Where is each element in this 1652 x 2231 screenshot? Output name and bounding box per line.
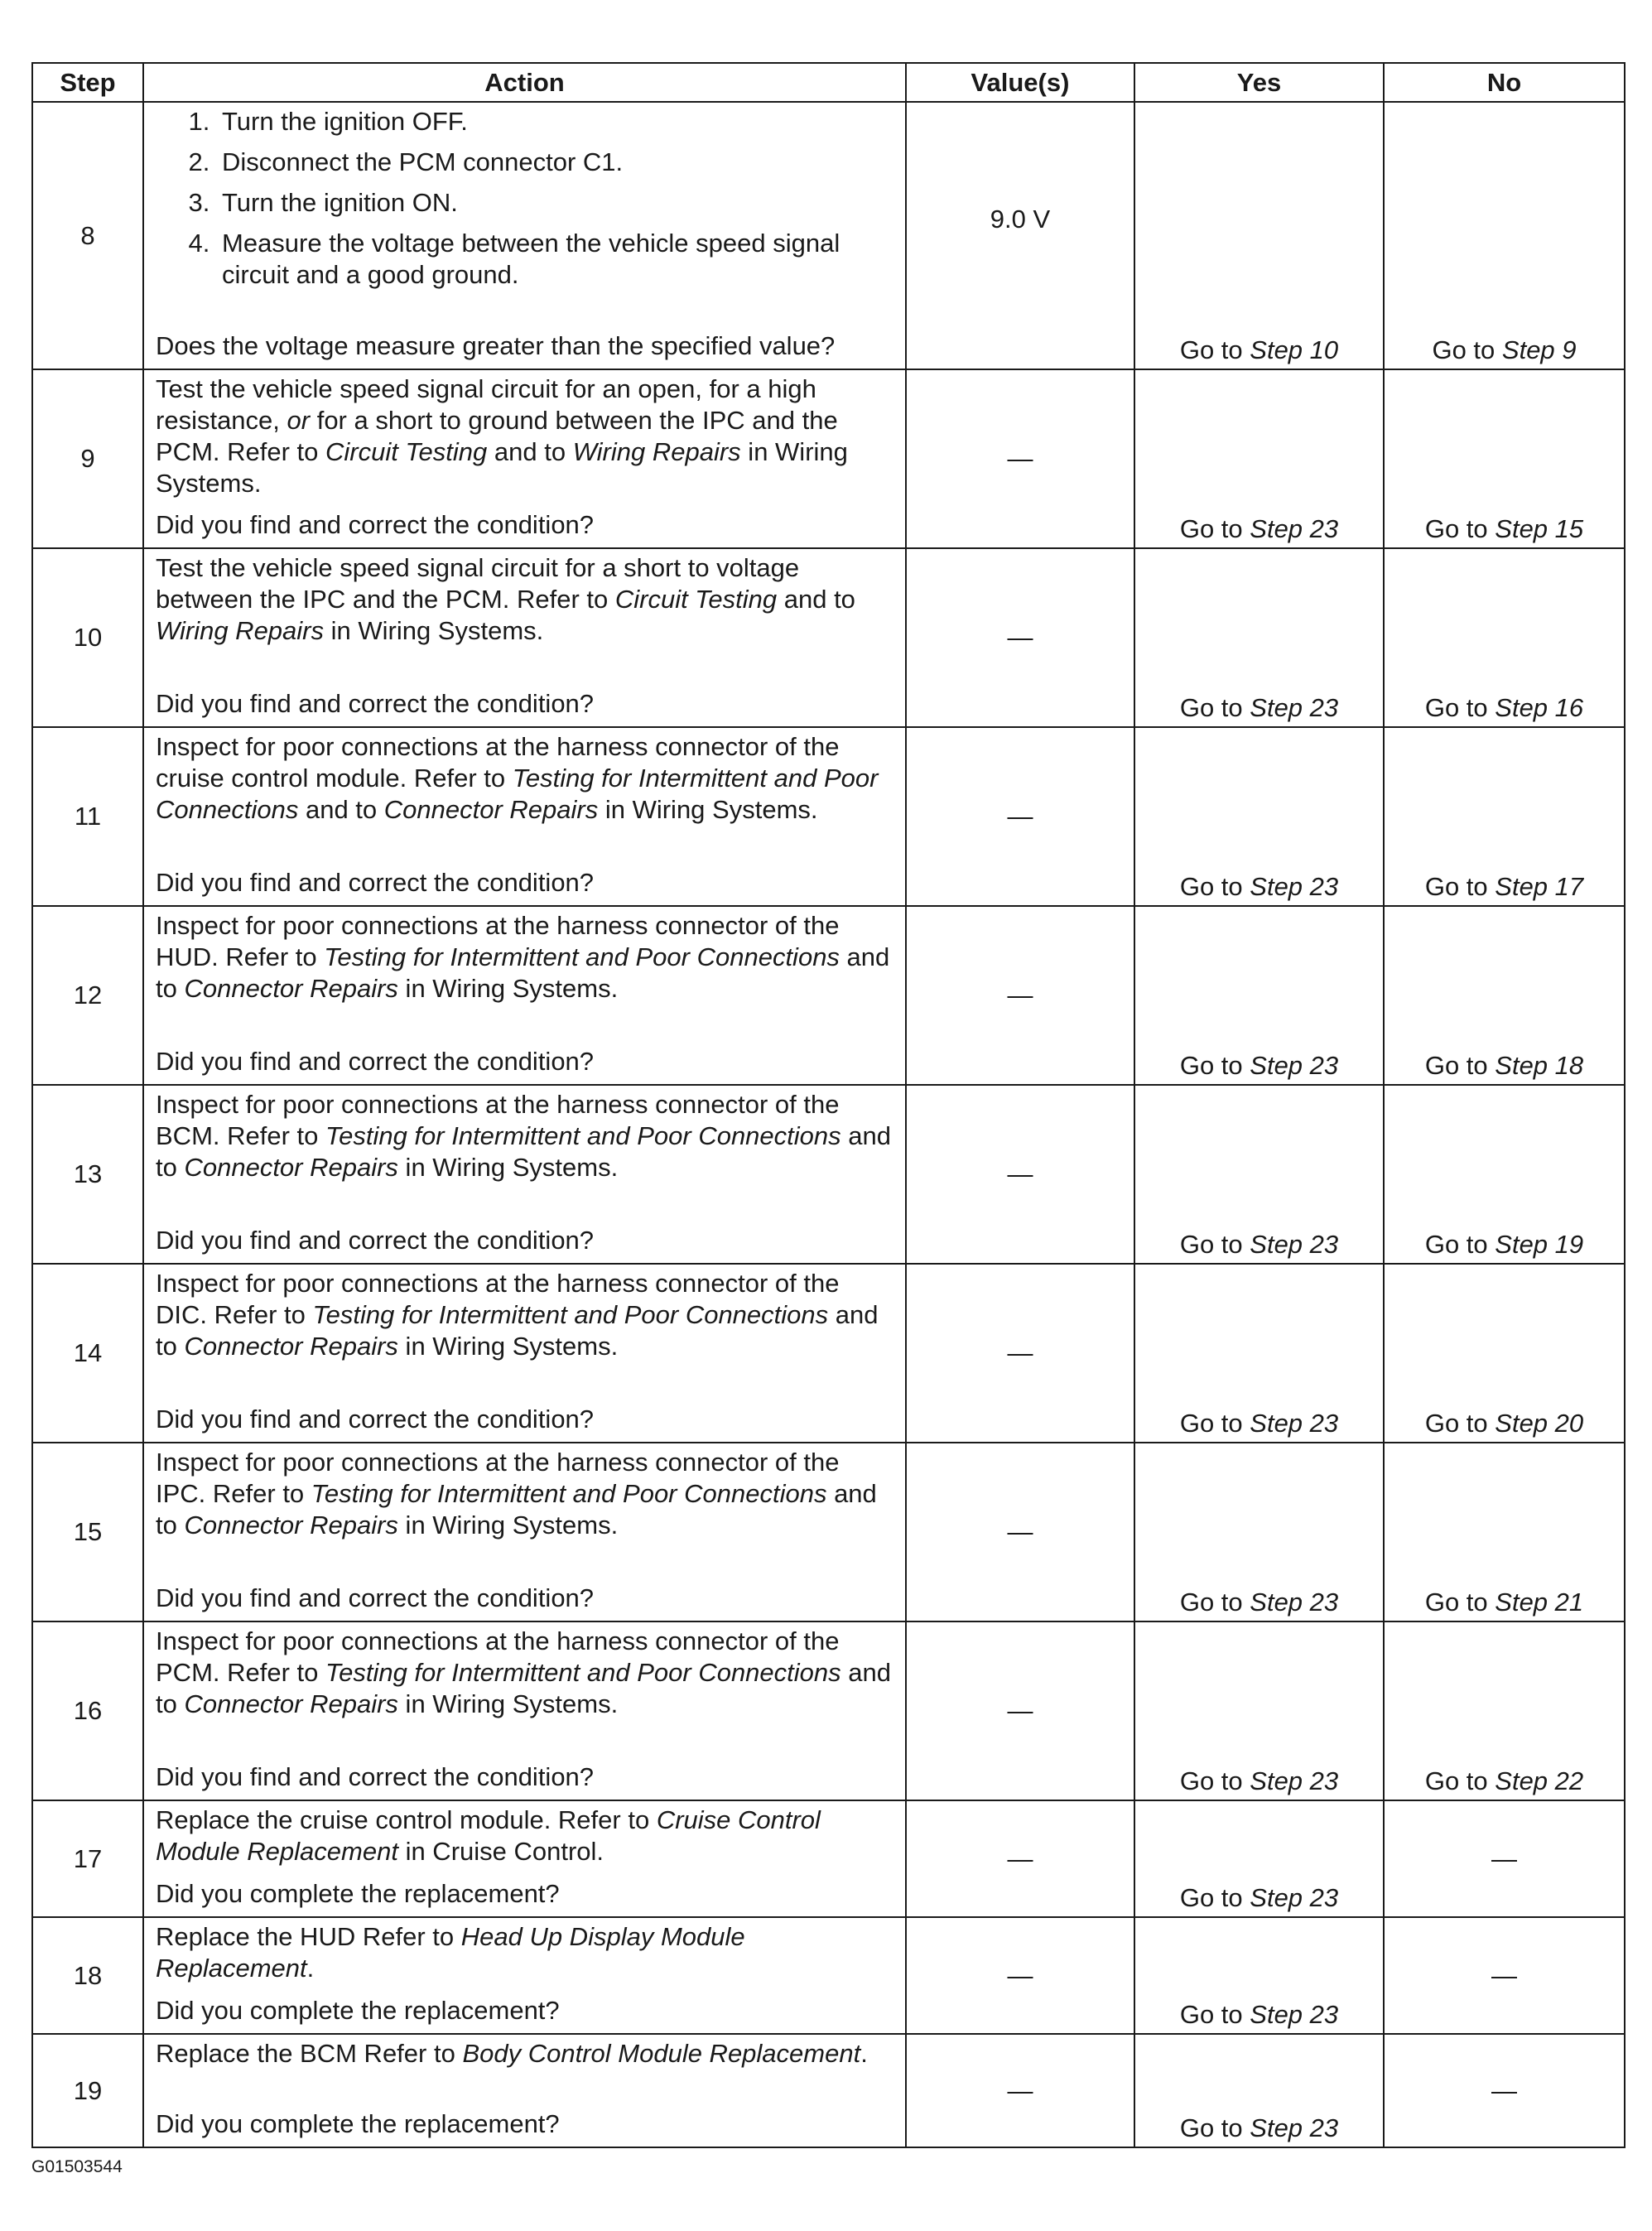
action-question: Did you find and correct the condition?	[156, 1226, 595, 1255]
yes-cell: Go to Step 23	[1134, 1264, 1384, 1443]
action-question: Did you find and correct the condition?	[156, 510, 595, 539]
action-text: Replace the HUD Refer to Head Up Display Module Replacement.	[156, 1922, 745, 1983]
step-number: 12	[32, 906, 143, 1085]
yes-step-link[interactable]: Step 23	[1250, 693, 1339, 722]
yes-step-link[interactable]: Step 23	[1250, 872, 1339, 901]
value-cell: —	[906, 1917, 1134, 2034]
no-prefix: Go to	[1432, 335, 1502, 364]
no-cell: Go to Step 15	[1384, 369, 1625, 548]
value-cell: 9.0 V	[906, 102, 1134, 369]
yes-cell: Go to Step 23	[1134, 1443, 1384, 1621]
yes-step-link[interactable]: Step 10	[1250, 335, 1339, 364]
action-question: Did you find and correct the condition?	[156, 689, 595, 718]
action-cell	[143, 1085, 906, 1264]
action-cell	[143, 1800, 906, 1917]
action-cell	[143, 1621, 906, 1800]
yes-cell: Go to Step 23	[1134, 1621, 1384, 1800]
no-cell: —	[1384, 1917, 1625, 2034]
yes-step-link[interactable]: Step 23	[1250, 1588, 1339, 1617]
value-cell: —	[906, 2034, 1134, 2147]
no-step-link[interactable]: Step 17	[1495, 872, 1584, 901]
no-step-link[interactable]: Step 19	[1495, 1230, 1584, 1259]
yes-step-link[interactable]: Step 23	[1250, 2000, 1339, 2029]
yes-step-link[interactable]: Step 23	[1250, 514, 1339, 543]
action-text: Inspect for poor connections at the harness connector of the cruise control module. Refer to Testing for Intermittent and Poor Connections and to Connector Repairs in Wiring Systems.	[156, 732, 879, 824]
value-cell: —	[906, 1264, 1134, 1443]
step-number: 18	[32, 1917, 143, 2034]
action-cell	[143, 369, 906, 548]
action-question: Did you find and correct the condition?	[156, 1405, 595, 1434]
header-no: No	[1384, 63, 1625, 102]
action-text: Inspect for poor connections at the harness connector of the HUD. Refer to Testing for Intermittent and Poor Connections and to Connector Repairs in Wiring Systems.	[156, 911, 890, 1003]
value-cell: —	[906, 1621, 1134, 1800]
yes-cell: Go to Step 23	[1134, 1800, 1384, 1917]
table-row	[32, 1800, 1625, 1917]
yes-cell: Go to Step 23	[1134, 906, 1384, 1085]
action-question: Did you complete the replacement?	[156, 1879, 560, 1908]
value-cell: —	[906, 727, 1134, 906]
header-action: Action	[143, 63, 906, 102]
no-cell: Go to Step 20	[1384, 1264, 1625, 1443]
no-step-link[interactable]: Step 9	[1501, 335, 1577, 364]
action-text: Test the vehicle speed signal circuit for an open, for a high resistance, or for a short to ground between the IPC and the PCM. Refer to Circuit Testing and to Wiring Repairs in Wiring Systems.	[156, 374, 848, 498]
list-item: 1. Turn the ignition OFF.	[217, 106, 895, 137]
action-text: Test the vehicle speed signal circuit for a short to voltage between the IPC and the PCM. Refer to Circuit Testing and to Wiring Repairs in Wiring Systems.	[156, 553, 855, 645]
step-number: 19	[32, 2034, 143, 2147]
yes-step-link[interactable]: Step 23	[1250, 1409, 1339, 1438]
yes-cell: Go to Step 23	[1134, 369, 1384, 548]
no-step-link[interactable]: Step 16	[1495, 693, 1584, 722]
document-id: G01503544	[31, 2157, 123, 2176]
action-text: Replace the BCM Refer to Body Control Module Replacement.	[156, 2039, 868, 2068]
table-row	[32, 1621, 1625, 1800]
no-cell: Go to Step 21	[1384, 1443, 1625, 1621]
action-cell	[143, 1917, 906, 2034]
table-row	[32, 1264, 1625, 1443]
value-cell: —	[906, 906, 1134, 1085]
no-cell: Go to Step 17	[1384, 727, 1625, 906]
step-number: 13	[32, 1085, 143, 1264]
action-cell	[143, 906, 906, 1085]
list-item: 4. Measure the voltage between the vehicle speed signal circuit and a good ground.	[217, 228, 895, 291]
action-cell	[143, 1443, 906, 1621]
value-cell: —	[906, 1443, 1134, 1621]
no-step-link[interactable]: Step 20	[1495, 1409, 1584, 1438]
no-cell: Go to Step 19	[1384, 1085, 1625, 1264]
step-number: 11	[32, 727, 143, 906]
step-number: 15	[32, 1443, 143, 1621]
yes-step-link[interactable]: Step 23	[1250, 1766, 1339, 1795]
table-row	[32, 1085, 1625, 1264]
yes-cell: Go to Step 23	[1134, 1085, 1384, 1264]
no-cell: —	[1384, 2034, 1625, 2147]
yes-step-link[interactable]: Step 23	[1250, 1051, 1339, 1080]
value-cell: —	[906, 1800, 1134, 1917]
no-cell: Go to Step 22	[1384, 1621, 1625, 1800]
step-number: 8	[32, 102, 143, 369]
table-row	[32, 369, 1625, 548]
list-item: 3. Turn the ignition ON.	[217, 187, 895, 219]
step-number: 9	[32, 369, 143, 548]
yes-cell: Go to Step 23	[1134, 548, 1384, 727]
action-question: Did you find and correct the condition?	[156, 1583, 595, 1612]
table-row	[32, 727, 1625, 906]
yes-prefix: Go to	[1179, 335, 1250, 364]
action-question: Does the voltage measure greater than the specified value?	[156, 331, 836, 360]
action-question: Did you complete the replacement?	[156, 2109, 560, 2138]
step-number: 14	[32, 1264, 143, 1443]
yes-cell	[1134, 102, 1384, 369]
table-row	[32, 2034, 1625, 2147]
no-step-link[interactable]: Step 21	[1495, 1588, 1584, 1617]
header-row	[32, 63, 1625, 102]
header-value: Value(s)	[906, 63, 1134, 102]
action-cell	[143, 2034, 906, 2147]
yes-cell: Go to Step 23	[1134, 727, 1384, 906]
yes-cell: Go to Step 23	[1134, 2034, 1384, 2147]
action-text: Inspect for poor connections at the harness connector of the DIC. Refer to Testing for Intermittent and Poor Connections and to Connector Repairs in Wiring Systems.	[156, 1269, 879, 1361]
action-steps-list	[156, 106, 895, 291]
value-cell: —	[906, 369, 1134, 548]
no-cell	[1384, 102, 1625, 369]
step-number: 17	[32, 1800, 143, 1917]
action-question: Did you find and correct the condition?	[156, 1762, 595, 1791]
diagnostic-table	[31, 62, 1626, 2148]
value-cell: —	[906, 1085, 1134, 1264]
table-row	[32, 102, 1625, 369]
action-cell	[143, 548, 906, 727]
yes-step-link[interactable]: Step 23	[1250, 2113, 1339, 2142]
table-row	[32, 1443, 1625, 1621]
no-cell: —	[1384, 1800, 1625, 1917]
no-step-link[interactable]: Step 22	[1495, 1766, 1584, 1795]
yes-step-link[interactable]: Step 23	[1250, 1883, 1339, 1912]
no-step-link[interactable]: Step 15	[1495, 514, 1584, 543]
action-text: Inspect for poor connections at the harness connector of the BCM. Refer to Testing for Intermittent and Poor Connections and to Connector Repairs in Wiring Systems.	[156, 1090, 891, 1182]
yes-cell: Go to Step 23	[1134, 1917, 1384, 2034]
no-cell: Go to Step 16	[1384, 548, 1625, 727]
action-cell	[143, 727, 906, 906]
yes-step-link[interactable]: Step 23	[1250, 1230, 1339, 1259]
no-step-link[interactable]: Step 18	[1495, 1051, 1584, 1080]
header-yes: Yes	[1134, 63, 1384, 102]
no-cell: Go to Step 18	[1384, 906, 1625, 1085]
step-number: 16	[32, 1621, 143, 1800]
action-question: Did you complete the replacement?	[156, 1996, 560, 2025]
table-row	[32, 906, 1625, 1085]
action-text: Inspect for poor connections at the harness connector of the IPC. Refer to Testing for Intermittent and Poor Connections and to Connector Repairs in Wiring Systems.	[156, 1448, 877, 1540]
action-text: Inspect for poor connections at the harness connector of the PCM. Refer to Testing for Intermittent and Poor Connections and to Connector Repairs in Wiring Systems.	[156, 1626, 891, 1718]
value-cell: —	[906, 548, 1134, 727]
list-item: 2. Disconnect the PCM connector C1.	[217, 147, 895, 178]
step-number: 10	[32, 548, 143, 727]
action-text: Replace the cruise control module. Refer to Cruise Control Module Replacement in Cruise Control.	[156, 1805, 821, 1866]
header-step: Step	[32, 63, 143, 102]
action-question: Did you find and correct the condition?	[156, 868, 595, 897]
table-row	[32, 1917, 1625, 2034]
action-cell	[143, 1264, 906, 1443]
action-cell	[143, 102, 906, 369]
table-row	[32, 548, 1625, 727]
action-question: Did you find and correct the condition?	[156, 1047, 595, 1076]
